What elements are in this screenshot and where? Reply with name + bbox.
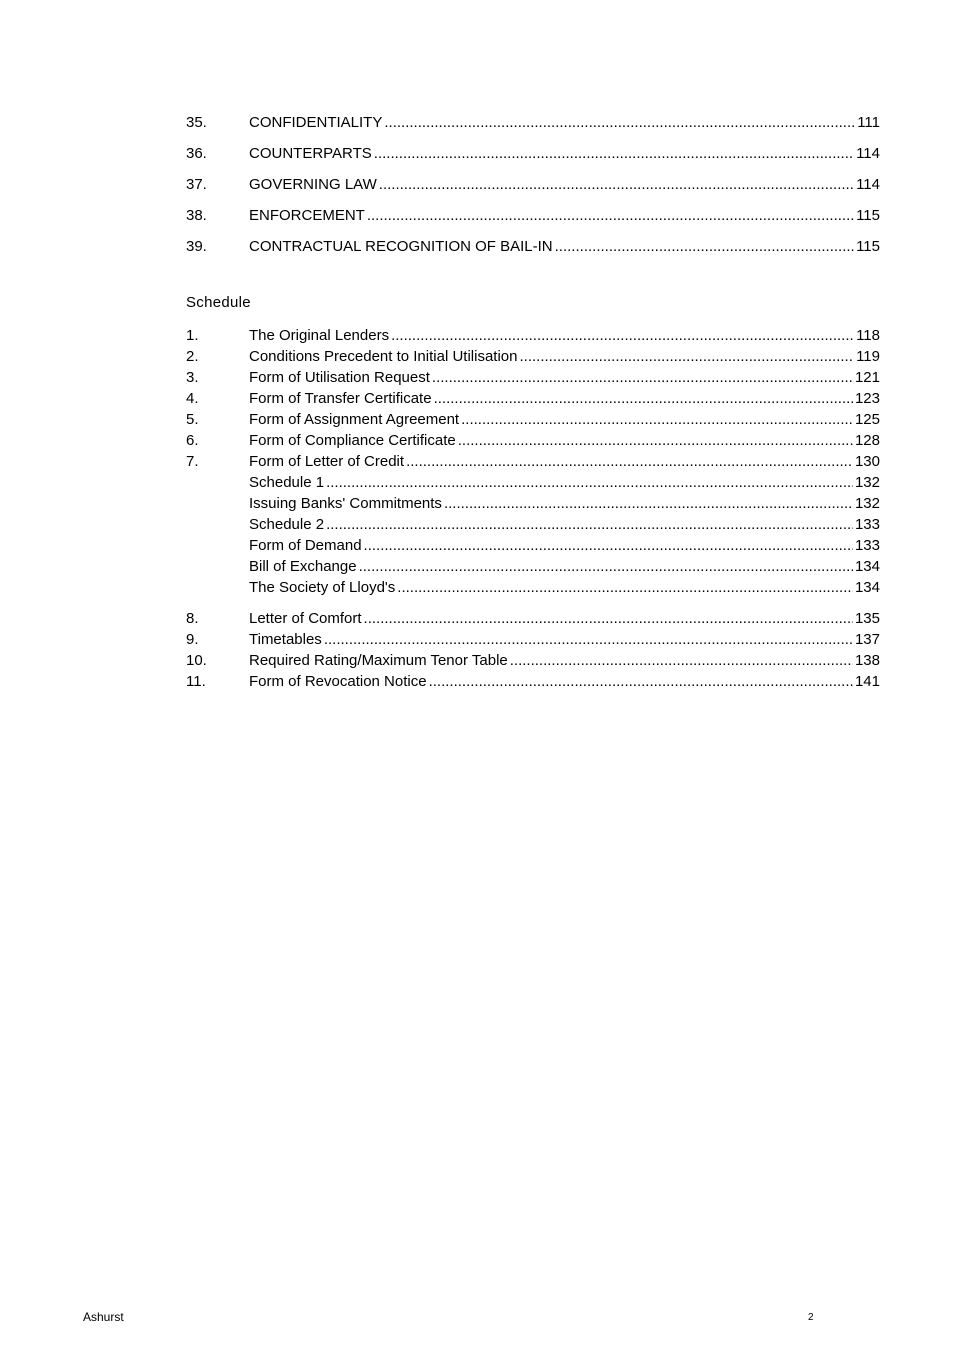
dot-leader: [432, 367, 853, 388]
clause-number: 38.: [186, 207, 207, 224]
schedule-number: 9.: [186, 631, 199, 648]
clause-title: ENFORCEMENT: [249, 207, 365, 224]
schedule-title: Form of Utilisation Request: [249, 369, 430, 386]
dot-leader: [364, 608, 853, 629]
dot-leader: [391, 325, 854, 346]
clause-number: 39.: [186, 238, 207, 255]
schedule-page: 137: [854, 631, 880, 648]
schedule-number: 4.: [186, 390, 199, 407]
dot-leader: [555, 236, 854, 257]
schedule-title: Form of Letter of Credit: [249, 453, 405, 470]
dot-leader: [429, 671, 853, 692]
toc-schedule-row[interactable]: [186, 671, 880, 692]
schedule-page: 141: [854, 673, 880, 690]
dot-leader: [510, 650, 853, 671]
schedule-page: 138: [854, 652, 880, 669]
toc-clause-row[interactable]: [186, 205, 880, 226]
clause-title: CONTRACTUAL RECOGNITION OF BAIL-IN: [249, 238, 553, 255]
clause-title: COUNTERPARTS: [249, 145, 372, 162]
schedule-page: 133: [854, 537, 880, 554]
schedule-page: 123: [854, 390, 880, 407]
toc-schedule-row[interactable]: [186, 629, 880, 650]
clause-number: 37.: [186, 176, 207, 193]
schedule-title: Required Rating/Maximum Tenor Table: [249, 652, 508, 669]
schedule-page: 119: [856, 348, 880, 365]
schedule-page: 133: [854, 516, 880, 533]
schedule-number: 7.: [186, 453, 199, 470]
schedule-page: 130: [854, 453, 880, 470]
dot-leader: [364, 535, 853, 556]
schedule-title: Form of Revocation Notice: [249, 673, 427, 690]
toc-schedule-row[interactable]: [186, 346, 880, 367]
schedule-number: 3.: [186, 369, 199, 386]
toc-schedule-row[interactable]: [186, 650, 880, 671]
toc-schedule-row[interactable]: [186, 608, 880, 629]
schedule-title: Schedule 1: [249, 474, 325, 491]
toc-clause-row[interactable]: [186, 236, 880, 257]
dot-leader: [324, 629, 853, 650]
schedule-title: Form of Assignment Agreement: [249, 411, 460, 428]
schedule-number: 2.: [186, 348, 199, 365]
toc-schedule-row[interactable]: [186, 472, 880, 493]
schedule-page: 134: [854, 558, 880, 575]
dot-leader: [374, 143, 854, 164]
schedule-number: 1.: [186, 327, 199, 344]
clause-page: 115: [856, 238, 880, 255]
schedule-title: Form of Demand: [249, 537, 362, 554]
clause-title: GOVERNING LAW: [249, 176, 377, 193]
schedule-page: 125: [854, 411, 880, 428]
clause-page: 115: [856, 207, 880, 224]
toc-schedule-row[interactable]: [186, 556, 880, 577]
dot-leader: [434, 388, 853, 409]
dot-leader: [397, 577, 853, 598]
toc-schedule-row[interactable]: [186, 388, 880, 409]
toc-schedule-row[interactable]: [186, 430, 880, 451]
schedule-title: Letter of Comfort: [249, 610, 362, 627]
toc-schedule-row[interactable]: [186, 409, 880, 430]
schedule-title: Form of Compliance Certificate: [249, 432, 456, 449]
clause-page: 114: [856, 145, 880, 162]
dot-leader: [367, 205, 854, 226]
schedule-title: Schedule 2: [249, 516, 325, 533]
schedule-page: 128: [854, 432, 880, 449]
clause-title: CONFIDENTIALITY: [249, 114, 383, 131]
dot-leader: [406, 451, 853, 472]
dot-leader: [444, 493, 853, 514]
dot-leader: [461, 409, 853, 430]
schedule-page: 132: [854, 474, 880, 491]
clause-page: 114: [856, 176, 880, 193]
schedule-number: 5.: [186, 411, 199, 428]
toc-schedule-row[interactable]: [186, 514, 880, 535]
schedule-title: Bill of Exchange: [249, 558, 357, 575]
dot-leader: [326, 514, 853, 535]
schedule-page: 121: [854, 369, 880, 386]
toc-schedule-row[interactable]: [186, 451, 880, 472]
schedule-page: 135: [854, 610, 880, 627]
schedule-number: 10.: [186, 652, 207, 669]
toc-clause-row[interactable]: [186, 174, 880, 195]
dot-leader: [519, 346, 854, 367]
schedule-number: 11.: [186, 673, 206, 690]
schedule-title: Issuing Banks' Commitments: [249, 495, 442, 512]
schedule-page: 134: [854, 579, 880, 596]
schedule-title: The Original Lenders: [249, 327, 390, 344]
schedule-page: 132: [854, 495, 880, 512]
schedule-title: The Society of Lloyd's: [249, 579, 396, 596]
footer-page-number: 2: [808, 1312, 814, 1323]
schedule-title: Form of Transfer Certificate: [249, 390, 432, 407]
toc-schedule-row[interactable]: [186, 493, 880, 514]
toc-clause-row[interactable]: [186, 112, 880, 133]
dot-leader: [458, 430, 853, 451]
clause-number: 35.: [186, 114, 207, 131]
schedule-heading: Schedule: [186, 294, 251, 311]
dot-leader: [359, 556, 853, 577]
footer-firm-name: Ashurst: [83, 1310, 124, 1324]
schedule-title: Conditions Precedent to Initial Utilisation: [249, 348, 518, 365]
toc-schedule-row[interactable]: [186, 325, 880, 346]
dot-leader: [379, 174, 854, 195]
schedule-page: 118: [856, 327, 880, 344]
toc-schedule-row[interactable]: [186, 367, 880, 388]
toc-schedule-row[interactable]: [186, 535, 880, 556]
toc-schedule-row[interactable]: [186, 577, 880, 598]
schedule-title: Timetables: [249, 631, 322, 648]
toc-clause-row[interactable]: [186, 143, 880, 164]
clause-number: 36.: [186, 145, 207, 162]
schedule-number: 8.: [186, 610, 199, 627]
dot-leader: [384, 112, 855, 133]
clause-page: 111: [857, 114, 880, 131]
schedule-number: 6.: [186, 432, 199, 449]
dot-leader: [326, 472, 853, 493]
